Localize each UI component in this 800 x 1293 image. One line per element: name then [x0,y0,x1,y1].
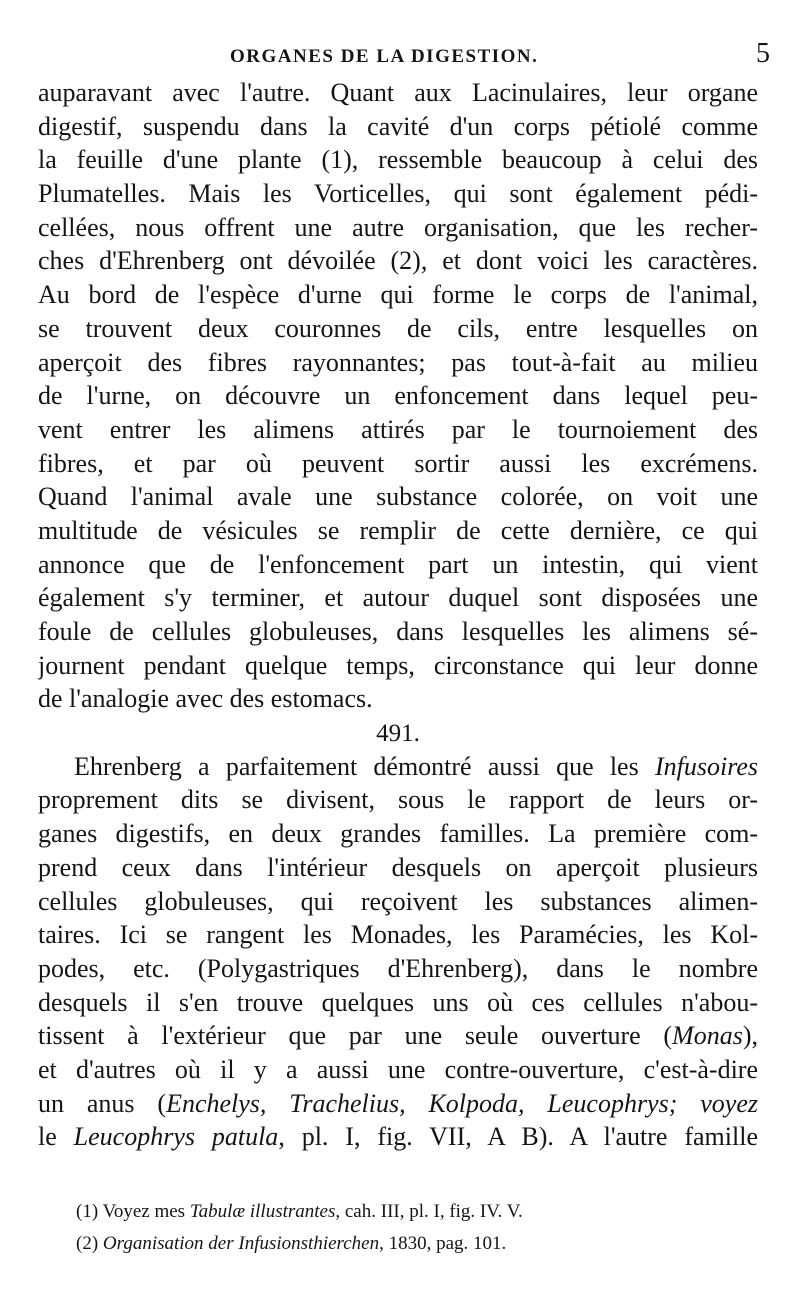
footnote-title: Organisation der Infusionsthierchen [102,1233,380,1254]
text-line: journent pendant quelque temps, circonstance qui leur donne [38,650,758,680]
footnote-title: Tabulæ illustrantes [189,1201,336,1222]
page-header [40,34,770,74]
footnote-text: , 1830, pag. 101. [379,1233,507,1254]
text-line: la feuille d'une plante (1), ressemble beaucoup à celui des [38,145,758,175]
page-number: 5 [756,38,770,69]
text-line: aperçoit des fibres rayonnantes; pas tout-à-fait au milieu [38,347,758,377]
footnotes [76,1196,766,1260]
italic-term: Leucophrys patula [73,1122,279,1152]
text-line: prend ceux dans l'intérieur desquels on aperçoit plusieurs [38,852,758,882]
footnote-text: , cah. III, pl. I, fig. IV. V. [335,1201,523,1222]
footnote-marker: (2) [76,1233,99,1254]
text-line: Plumatelles. Mais les Vorticelles, qui sont également pédi- [38,179,758,209]
section-number: 491. [376,720,420,748]
text-line: desquels il s'en trouve quelques uns où ces cellules n'abou- [38,987,758,1017]
text-line: ganes digestifs, en deux grandes familles. La première com- [38,819,758,849]
text-span: tissent à l'extérieur que par une seule ouverture ( [38,1021,673,1051]
italic-term: Monas [672,1021,743,1051]
italic-term: Enchelys, Trachelius, Kolpoda, Leucophrys; voyez [166,1088,758,1118]
text-line: cellules globuleuses, qui reçoivent les substances alimen- [38,886,758,916]
body-text [38,76,758,1154]
text-span: un anus ( [38,1088,167,1118]
text-line: taires. Ici se rangent les Monades, les Paramécies, les Kol- [38,920,758,950]
text-line: de l'analogie avec des estomacs. [38,684,373,714]
text-span: le [38,1122,57,1152]
text-line: vent entrer les alimens attirés par le tournoiement des [38,414,758,444]
text-line: multitude de vésicules se remplir de cette dernière, ce qui [38,515,758,545]
footnote-marker: (1) [76,1201,99,1222]
text-line: annonce que de l'enfoncement part un intestin, qui vient [38,549,758,579]
text-line: de l'urne, on découvre un enfoncement dans lequel peu- [38,381,758,411]
text-line: fibres, et par où peuvent sortir aussi les excrémens. [38,448,758,478]
section-number-line [38,716,758,750]
text-span: Ehrenberg a parfaitement démontré aussi que les [74,751,639,781]
footnote-1 [76,1196,766,1228]
text-line: foule de cellules globuleuses, dans lesquelles les alimens sé- [38,617,758,646]
text-line: et d'autres où il y a aussi une contre-ouverture, c'est-à-dire [38,1054,758,1084]
text-line: Quand l'animal avale une substance colorée, on voit une [38,482,758,512]
text-line: auparavant avec l'autre. Quant aux Lacinulaires, leur organe [38,78,758,107]
text-line: Au bord de l'espèce d'urne qui forme le corps de l'animal, [38,280,758,310]
text-line: se trouvent deux couronnes de cils, entre lesquelles on [38,313,758,343]
text-span: ), [742,1021,758,1051]
text-line [38,750,758,784]
italic-term: Infusoires [654,751,758,781]
text-line: ches d'Ehrenberg ont dévoilée (2), et dont voici les caractères. [38,246,758,276]
footnote-text: Voyez mes [102,1201,186,1222]
text-line [38,1087,758,1121]
text-span: , pl. I, fig. VII, A B). A l'autre famille [278,1122,758,1152]
footnote-2 [76,1228,766,1260]
text-line [38,1019,758,1053]
running-title: ORGANES DE LA DIGESTION. [230,46,539,67]
text-line: cellées, nous offrent une autre organisation, que les recher- [38,212,758,242]
text-line: podes, etc. (Polygastriques d'Ehrenberg), dans le nombre [38,953,758,983]
text-line: également s'y terminer, et autour duquel sont disposées une [38,583,758,613]
text-line [38,1120,758,1154]
text-line: digestif, suspendu dans la cavité d'un corps pétiolé comme [38,111,758,141]
text-line: proprement dits se divisent, sous le rapport de leurs or- [38,785,758,815]
